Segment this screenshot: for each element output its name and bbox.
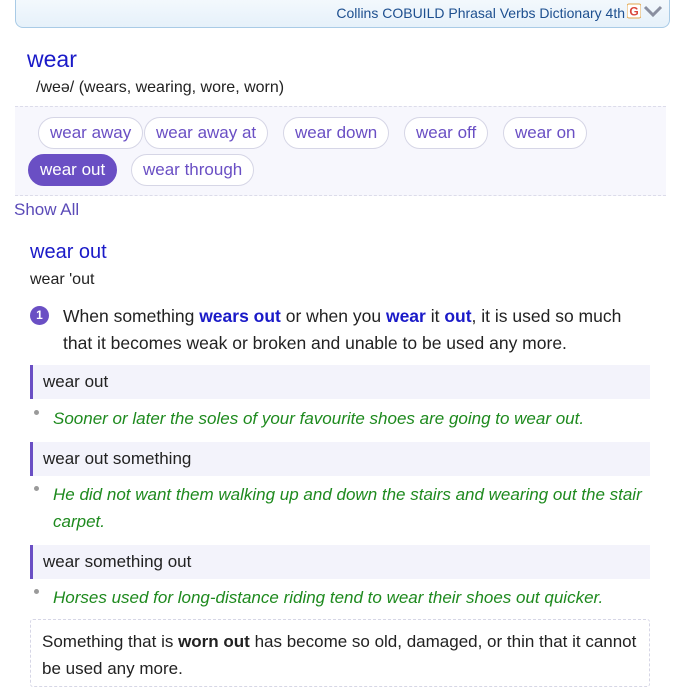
grammar-pattern: wear out something (30, 442, 650, 476)
entry-stress: wear 'out (30, 271, 95, 288)
phrasal-verb-list (15, 106, 666, 196)
entry-title: wear out (30, 241, 107, 263)
word-forms-list: wears, wearing, wore, worn (84, 79, 279, 96)
sense-number-badge: 1 (30, 306, 49, 325)
usage-note: Something that is worn out has become so old, damaged, or thin that it cannot be used any more. (30, 619, 650, 687)
pronunciation (36, 79, 284, 97)
chip-wear-through[interactable]: wear through (131, 154, 254, 186)
word-forms: (wears, wearing, wore, worn) (78, 79, 285, 96)
example-bullet (34, 589, 39, 594)
g-translate-icon[interactable] (627, 3, 641, 19)
dictionary-name[interactable]: Collins COBUILD Phrasal Verbs Dictionary 4th (336, 5, 625, 21)
definition-keyword: wear (385, 306, 426, 326)
chip-wear-away-at[interactable]: wear away at (144, 117, 268, 149)
chip-wear-away[interactable]: wear away (38, 117, 143, 149)
show-all-link[interactable]: Show All (14, 200, 80, 219)
chip-wear-off[interactable]: wear off (404, 117, 488, 149)
pronunciation-ipa: /weə/ (36, 79, 75, 96)
svg-text:G: G (629, 4, 639, 19)
definition-keyword: out (444, 306, 472, 326)
chip-wear-down[interactable]: wear down (283, 117, 389, 149)
headword: wear (27, 46, 77, 72)
note-keyword: worn out (178, 632, 250, 651)
grammar-pattern: wear something out (30, 545, 650, 579)
example-sentence: Horses used for long-distance riding tend to wear their shoes out quicker. (53, 588, 604, 607)
example-bullet (34, 410, 39, 415)
definition: When something wears out or when you wear it out, it is used so much that it becomes weak or broken and unable to be used any more. (63, 306, 622, 353)
chip-wear-on[interactable]: wear on (503, 117, 587, 149)
chip-wear-out[interactable]: wear out (28, 154, 117, 186)
dictionary-header[interactable] (15, 0, 670, 28)
definition-keyword: wears out (199, 306, 281, 326)
example-sentence: He did not want them walking up and down the stairs and wearing out the stair carpet. (53, 485, 642, 531)
example-bullet (34, 486, 39, 491)
example-sentence: Sooner or later the soles of your favourite shoes are going to wear out. (53, 409, 585, 428)
chevron-down-icon[interactable] (643, 4, 663, 18)
grammar-pattern: wear out (30, 365, 650, 399)
